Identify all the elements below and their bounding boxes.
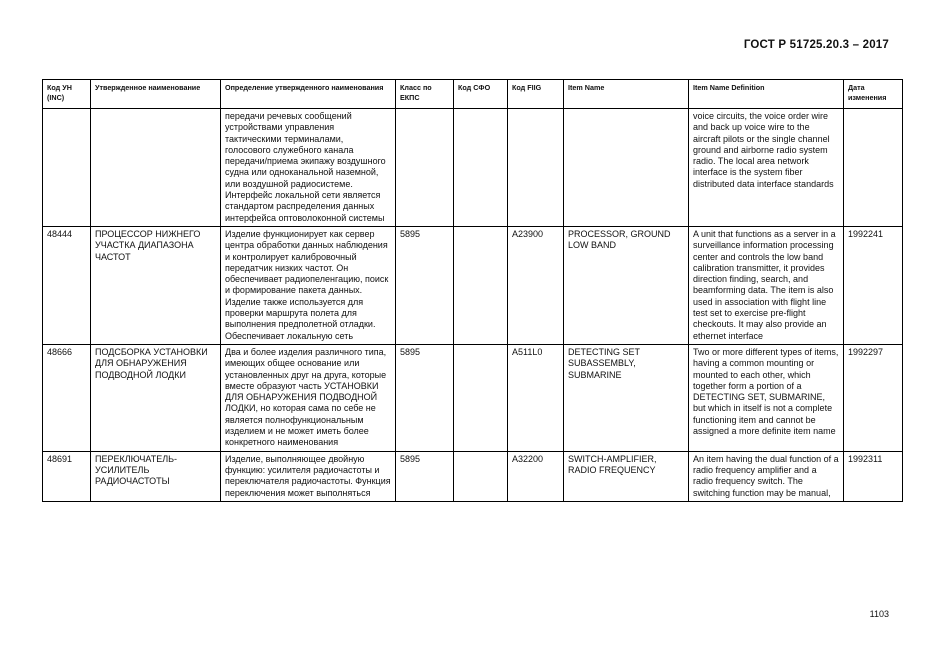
cell-approved-name-definition: Изделие, выполняющее двойную функцию: усилителя радиочастоты и переключателя радиочастоты. Функция переключения может выполняться xyxy=(221,451,396,501)
cell-inc: 48691 xyxy=(43,451,91,501)
column-header-item-name-definition: Item Name Definition xyxy=(689,80,844,109)
cell-sfo-code xyxy=(454,344,508,451)
cell-sfo-code xyxy=(454,109,508,227)
cell-sfo-code xyxy=(454,451,508,501)
cell-change-date: 1992311 xyxy=(844,451,903,501)
document-code: ГОСТ Р 51725.20.3 – 2017 xyxy=(743,39,889,51)
cell-fiig-code: A23900 xyxy=(508,226,564,344)
column-header-sfo-code: Код СФО xyxy=(454,80,508,109)
column-header-approved-name-definition: Определение утвержденного наименования xyxy=(221,80,396,109)
column-header-item-name: Item Name xyxy=(564,80,689,109)
cell-item-name: SWITCH-AMPLIFIER, RADIO FREQUENCY xyxy=(564,451,689,501)
table-header-row xyxy=(43,80,903,109)
cell-item-name-definition: A unit that functions as a server in a surveillance information processing center and controls the low band calibration transmitter, it provides direction finding, search, and beamforming data. The item is also used in association with flight line test set to exercise pre-flight checkouts. It may also provide an ethernet interface xyxy=(689,226,844,344)
cell-approved-name-definition: Два и более изделия различного типа, имеющих общее основание или установленных друг на друга, которые вместе образуют часть УСТАНОВКИ ДЛЯ ОБНАРУЖЕНИЯ ПОДВОДНОЙ ЛОДКИ, но которая сама по себе не является полнофункциональным изделием и не может иметь более конкретного наименования xyxy=(221,344,396,451)
column-header-approved-name: Утвержденное наименование xyxy=(91,80,221,109)
cell-approved-name-definition: Изделие функционирует как сервер центра обработки данных наблюдения и контролирует калибровочный передатчик низких частот. Он обеспечивает радиопеленгацию, поиск и формирование пакета данных. Изделие также используется для проверки маршрута полета для выполнения предполетной отладки. Обеспечивает локальную сеть xyxy=(221,226,396,344)
cell-change-date: 1992241 xyxy=(844,226,903,344)
cell-item-name-definition: Two or more different types of items, having a common mounting or mounted to each other, which together form a portion of a DETECTING SET, SUBMARINE, but which in itself is not a complete functioning item and cannot be assigned a more definite item name xyxy=(689,344,844,451)
cell-fsc-class: 5895 xyxy=(396,451,454,501)
cell-inc: 48444 xyxy=(43,226,91,344)
cell-item-name-definition: voice circuits, the voice order wire and back up voice wire to the aircraft pilots or the single channel ground and airborne radio system radio. The local area network interface is the system fiber distributed data interface standards xyxy=(689,109,844,227)
cell-change-date xyxy=(844,109,903,227)
nomenclature-table xyxy=(42,79,903,502)
cell-approved-name xyxy=(91,109,221,227)
cell-approved-name: ПЕРЕКЛЮЧАТЕЛЬ-УСИЛИТЕЛЬ РАДИОЧАСТОТЫ xyxy=(91,451,221,501)
table-row xyxy=(43,226,903,344)
cell-item-name: PROCESSOR, GROUND LOW BAND xyxy=(564,226,689,344)
cell-fsc-class: 5895 xyxy=(396,344,454,451)
cell-fsc-class: 5895 xyxy=(396,226,454,344)
column-header-change-date: Дата изменения xyxy=(844,80,903,109)
cell-change-date: 1992297 xyxy=(844,344,903,451)
table-row xyxy=(43,451,903,501)
cell-item-name: DETECTING SET SUBASSEMBLY, SUBMARINE xyxy=(564,344,689,451)
column-header-inc: Код УН (INC) xyxy=(43,80,91,109)
cell-approved-name-definition: передачи речевых сообщений устройствами управления тактическими терминалами, голосового служебного канала передачи/приема экипажу воздушного судна или одноканальной наземной, или воздушной радиосистеме. Интерфейс локальной сети является стандартом распределения данных интерфейса оптоволоконной системы xyxy=(221,109,396,227)
cell-fiig-code: A511L0 xyxy=(508,344,564,451)
cell-sfo-code xyxy=(454,226,508,344)
column-header-fsc-class: Класс по ЕКПС xyxy=(396,80,454,109)
cell-approved-name: ПРОЦЕССОР НИЖНЕГО УЧАСТКА ДИАПАЗОНА ЧАСТОТ xyxy=(91,226,221,344)
cell-item-name xyxy=(564,109,689,227)
cell-inc xyxy=(43,109,91,227)
table-row xyxy=(43,109,903,227)
table-row xyxy=(43,344,903,451)
column-header-fiig-code: Код FIIG xyxy=(508,80,564,109)
page-number: 1103 xyxy=(869,609,889,619)
cell-fiig-code: A32200 xyxy=(508,451,564,501)
cell-approved-name: ПОДСБОРКА УСТАНОВКИ ДЛЯ ОБНАРУЖЕНИЯ ПОДВОДНОЙ ЛОДКИ xyxy=(91,344,221,451)
cell-fiig-code xyxy=(508,109,564,227)
cell-inc: 48666 xyxy=(43,344,91,451)
cell-fsc-class xyxy=(396,109,454,227)
cell-item-name-definition: An item having the dual function of a radio frequency amplifier and a radio frequency switch. The switching function may be manual, xyxy=(689,451,844,501)
